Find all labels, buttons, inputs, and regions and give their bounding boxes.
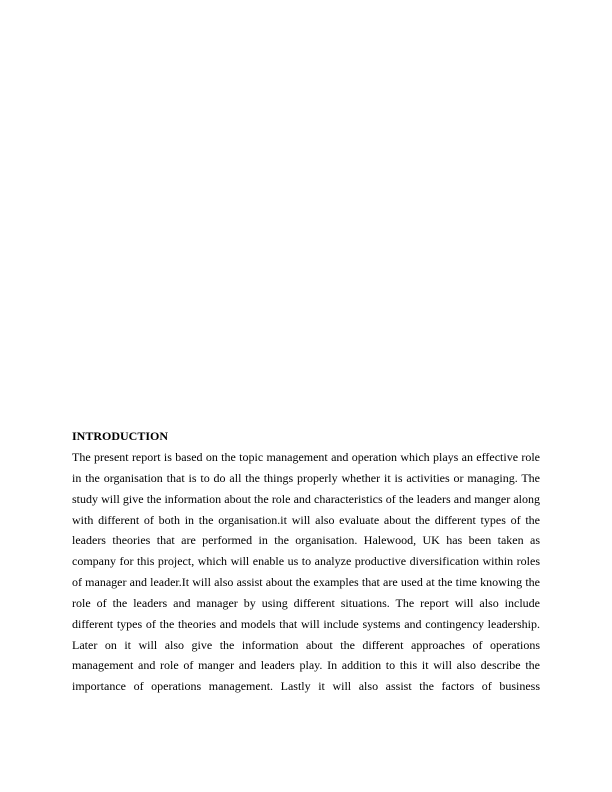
paragraph-line: role of the leaders and manager by using different situations. The report will also include (72, 595, 540, 610)
paragraph-line: management and role of manger and leaders play. In addition to this it will also describe the (72, 658, 540, 673)
paragraph-line: importance of operations management. Lastly it will also assist the factors of business (72, 679, 540, 694)
paragraph-line: The present report is based on the topic management and operation which plays an effective role (72, 450, 540, 464)
paragraph-line: Later on it will also give the information about the different approaches of operations (72, 637, 540, 652)
paragraph-line: of manager and leader.It will also assist about the examples that are used at the time knowing the (72, 575, 540, 590)
paragraph-line: in the organisation that is to do all the things properly whether it is activities or managing. The (72, 470, 540, 485)
paragraph-line: leaders theories that are performed in the organisation. Halewood, UK has been taken as (72, 533, 540, 548)
paragraph-line: different types of the theories and models that will include systems and contingency leadership. (72, 616, 540, 631)
paragraph-line: study will give the information about the role and characteristics of the leaders and manger along (72, 491, 540, 506)
section-heading: INTRODUCTION (72, 429, 169, 443)
paragraph-line: with different of both in the organisation.it will also evaluate about the different types of the (72, 512, 540, 527)
body-paragraph (72, 447, 540, 697)
introduction-section (72, 428, 540, 697)
paragraph-line: company for this project, which will enable us to analyze productive diversification within roles (72, 554, 540, 569)
